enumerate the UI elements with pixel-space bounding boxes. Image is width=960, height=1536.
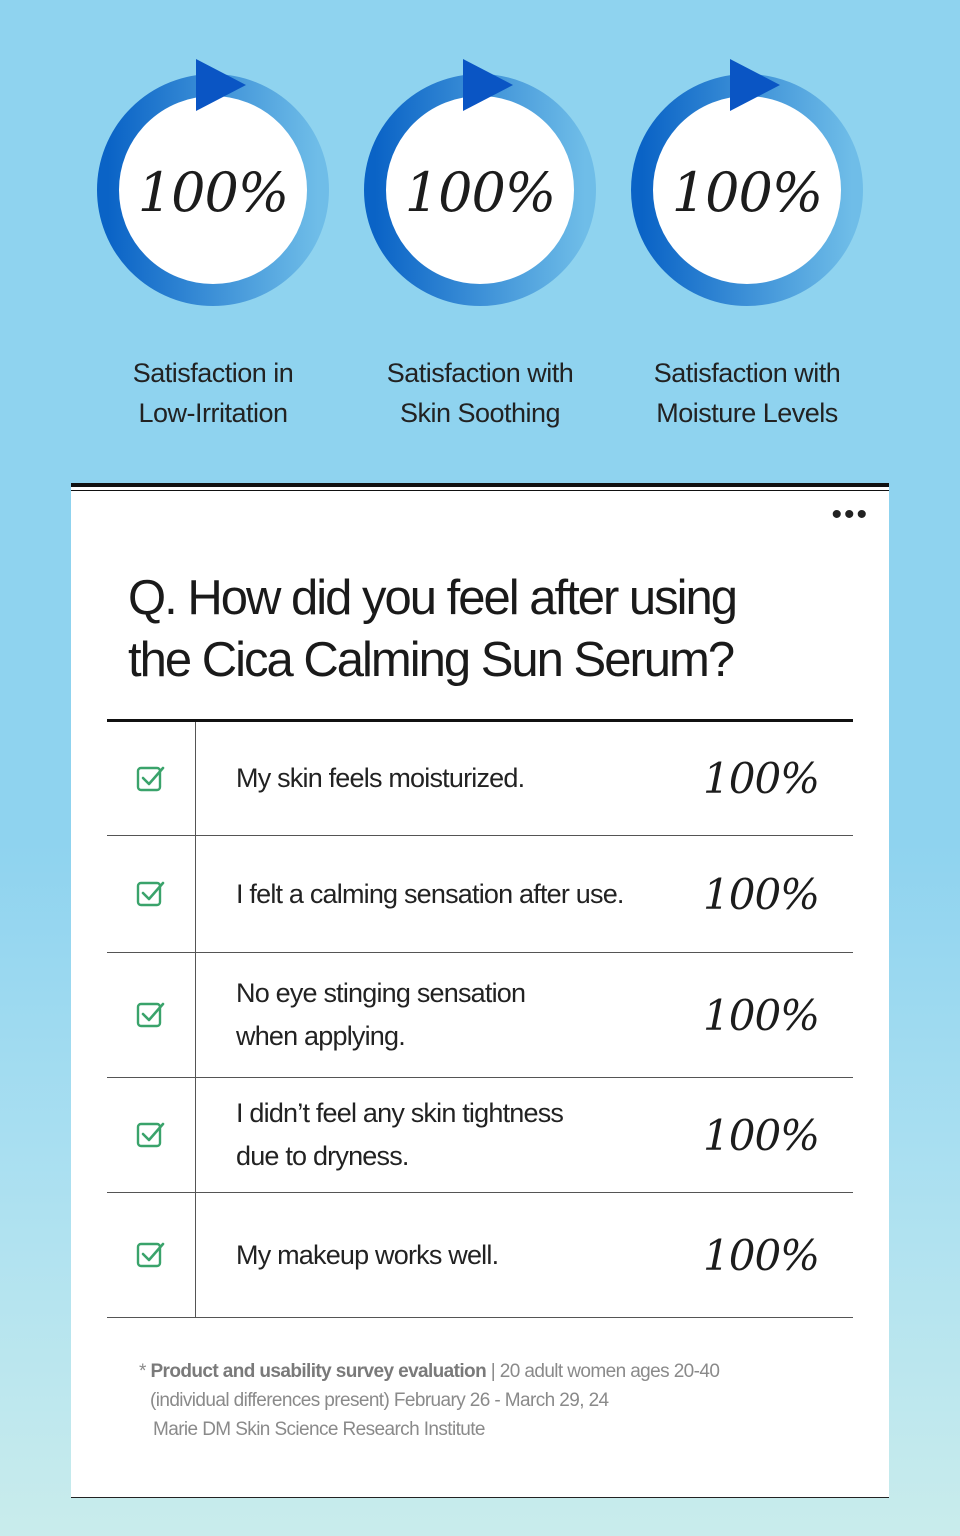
question-title: Q. How did you feel after using the Cica Calming Sun Serum? <box>128 571 737 687</box>
row-text: I felt a calming sensation after use. <box>236 878 624 909</box>
check-icon <box>107 1193 196 1317</box>
survey-card <box>71 483 889 1498</box>
check-icon <box>107 953 196 1077</box>
divider <box>71 490 889 491</box>
row-text: My makeup works well. <box>236 1239 499 1270</box>
row-value: 100% <box>703 1230 820 1280</box>
survey-footnote: * Product and usability survey evaluation | 20 adult women ages 20-40 (individual differences present) February 26 - March 29, 24 Marie DM Skin Science Research Institute <box>139 1361 720 1440</box>
row-value: 100% <box>703 869 820 919</box>
stat-low-irritation <box>88 55 338 433</box>
stat-label: Satisfaction with Moisture Levels <box>653 358 841 428</box>
stat-value: 100% <box>671 161 823 224</box>
stat-label: Satisfaction with Skin Soothing <box>386 358 574 428</box>
check-icon <box>107 722 196 835</box>
stat-value: 100% <box>137 161 289 224</box>
row-value: 100% <box>703 754 820 803</box>
more-icon[interactable]: ••• <box>831 498 869 531</box>
check-icon <box>107 836 196 952</box>
row-text: I didn’t feel any skin tightness due to dryness. <box>236 1098 564 1171</box>
row-text: My skin feels moisturized. <box>236 763 525 793</box>
check-icon <box>107 1078 196 1192</box>
table-row <box>107 1078 853 1193</box>
stat-skin-soothing <box>355 55 605 433</box>
row-text: No eye stinging sensation when applying. <box>236 978 526 1051</box>
stat-value: 100% <box>404 161 556 224</box>
results-table <box>107 719 853 1318</box>
stat-moisture-levels <box>622 55 872 433</box>
row-value: 100% <box>703 990 820 1040</box>
table-row <box>107 953 853 1078</box>
row-value: 100% <box>703 1110 820 1160</box>
footnote-title: Product and usability survey evaluation <box>150 1361 487 1382</box>
table-row <box>107 836 853 953</box>
stat-label: Satisfaction in Low-Irritation <box>132 358 294 428</box>
table-row <box>107 1193 853 1318</box>
divider <box>71 1497 889 1498</box>
table-row <box>107 722 853 836</box>
